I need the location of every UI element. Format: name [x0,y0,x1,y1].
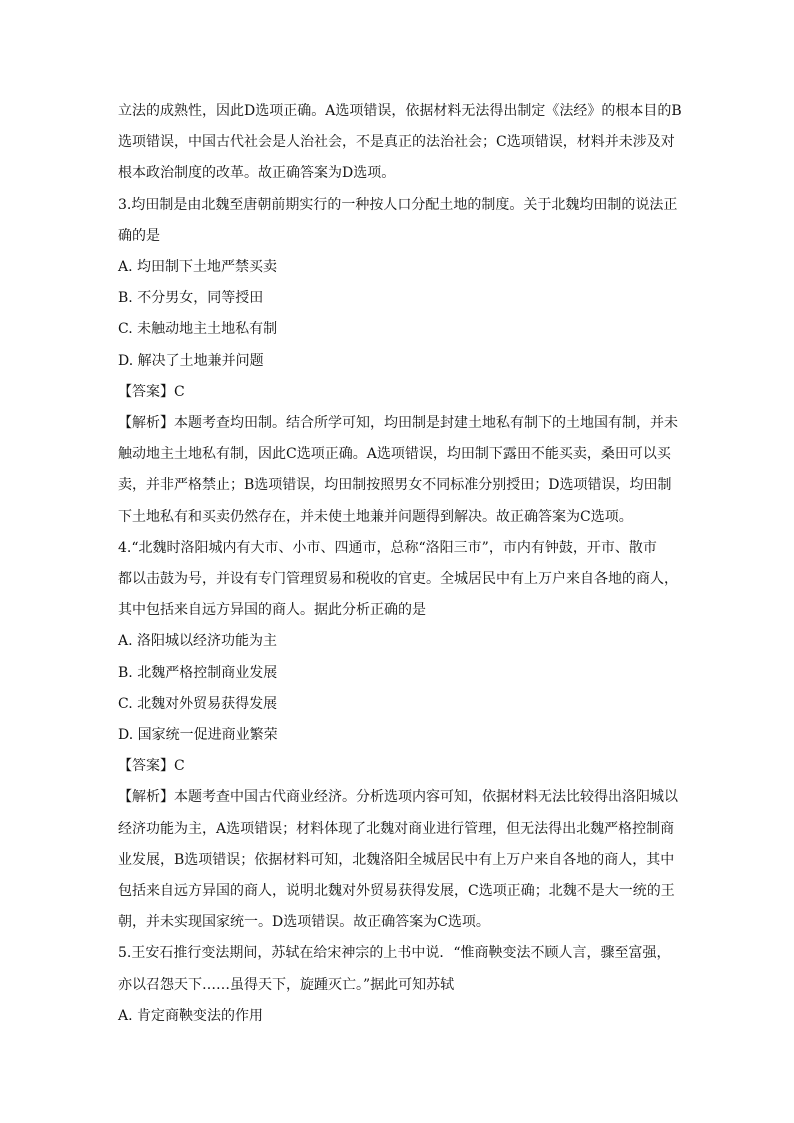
question-3-option-c: C. 未触动地主土地私有制 [118,321,278,338]
question-3-option-a: A. 均田制下土地严禁买卖 [118,259,278,276]
question-4-option-c: C. 北魏对外贸易获得发展 [118,695,278,712]
question-4-option-b: B. 北魏严格控制商业发展 [118,664,278,681]
question-5-option-a: A. 肯定商鞅变法的作用 [118,1007,264,1024]
text-line-2: 选项错误，中国古代社会是人治社会，不是真正的法治社会；C选项错误，材料并未涉及对 [118,134,675,151]
question-3-analysis-line-4: 下土地私有和买卖仍然存在，并未使土地兼并问题得到解决。故正确答案为C选项。 [118,508,633,525]
question-5-stem-line-2: 亦以召怨天下……虽得天下，旋踵灭亡。”据此可知苏轼 [118,976,455,993]
text-line-3: 根本政治制度的改革。故正确答案为D选项。 [118,165,396,182]
question-4-stem-line-3: 其中包括来自远方异国的商人。据此分析正确的是 [118,602,426,619]
question-4-option-d: D. 国家统一促进商业繁荣 [118,727,278,744]
question-4-analysis-line-4: 包括来自远方异国的商人，说明北魏对外贸易获得发展，C选项正确；北魏不是大一统的王 [118,883,675,900]
question-3-option-d: D. 解决了土地兼并问题 [118,352,264,369]
question-4-analysis-line-5: 朝，并未实现国家统一。D选项错误。故正确答案为C选项。 [118,914,490,931]
question-3-analysis-line-3: 卖，并非严格禁止；B选项错误，均田制按照男女不同标准分别授田；D选项错误，均田制 [118,477,672,494]
question-3-analysis-line-2: 触动地主土地私有制，因此C选项正确。A选项错误，均田制下露田不能买卖，桑田可以买 [118,446,671,463]
question-4-analysis-line-3: 业发展，B选项错误；依据材料可知，北魏洛阳全城居民中有上万户来自各地的商人，其中 [118,851,675,868]
question-3-stem-line-2: 确的是 [118,227,160,244]
question-4-stem-line-1: 4.“北魏时洛阳城内有大市、小市、四通市，总称“洛阳三市”，市内有钟鼓，开市、散市 [118,539,657,556]
question-3-analysis-line-1: 【解析】本题考查均田制。结合所学可知，均田制是封建土地私有制下的土地国有制，并未 [118,415,678,432]
question-4-answer: 【答案】C [118,758,185,775]
question-4-analysis-line-2: 经济功能为主，A选项错误；材料体现了北魏对商业进行管理，但无法得出北魏严格控制商 [118,820,675,837]
question-4-analysis-line-1: 【解析】本题考查中国古代商业经济。分析选项内容可知，依据材料无法比较得出洛阳城以 [118,789,678,806]
question-5-stem-line-1: 5.王安石推行变法期间，苏轼在给宋神宗的上书中说．“惟商鞅变法不顾人言，骤至富强， [118,945,671,962]
question-4-stem-line-2: 都以击鼓为号，并设有专门管理贸易和税收的官吏。全城居民中有上万户来自各地的商人， [118,571,678,588]
question-3-stem-line-1: 3.均田制是由北魏至唐朝前期实行的一种按人口分配土地的制度。关于北魏均田制的说法正 [118,196,678,213]
question-3-option-b: B. 不分男女，同等授田 [118,290,264,307]
question-3-answer: 【答案】C [118,383,185,400]
question-4-option-a: A. 洛阳城以经济功能为主 [118,633,278,650]
text-line-1: 立法的成熟性，因此D选项正确。A选项错误，依据材料无法得出制定《法经》的根本目的B [118,103,682,119]
document-body [118,96,682,1032]
